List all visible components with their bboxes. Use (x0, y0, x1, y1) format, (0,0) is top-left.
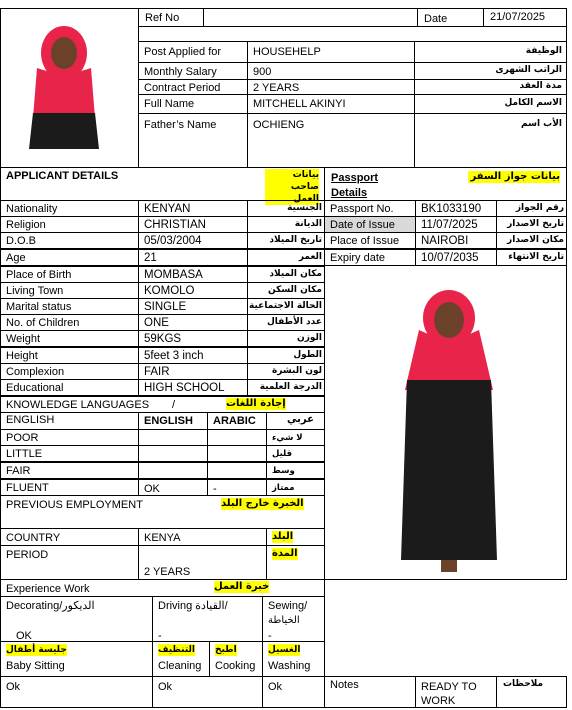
country-value: KENYA (144, 532, 181, 544)
applicant-label: Age (6, 252, 26, 264)
applicant-value: 21 (144, 252, 157, 264)
applicant-label: Marital status (6, 301, 72, 313)
language-english-cell (138, 462, 208, 479)
contract-label: Contract Period (144, 82, 221, 94)
employment-title-ar: الخبرة خارج البلد (221, 498, 304, 509)
post-label: Post Applied for (144, 46, 222, 58)
applicant-ar: مكان السكن (268, 285, 322, 295)
language-arabic-cell (207, 429, 267, 446)
passport-title-ar: بيانات جواز السفر (468, 171, 560, 183)
applicant-label: Nationality (6, 203, 58, 215)
cleaning-ar: التنظيف (158, 645, 195, 655)
passport-label: Expiry date (330, 252, 386, 264)
language-level: POOR (6, 432, 39, 444)
language-arabic-cell (207, 462, 267, 479)
passport-value: NAIROBI (421, 235, 469, 247)
spacer-row (138, 26, 567, 42)
salary-label: Monthly Salary (144, 66, 217, 78)
name-ar: الاسم الكامل (504, 98, 562, 108)
ref-label: Ref No (145, 12, 180, 24)
applicant-label: D.O.B (6, 235, 36, 247)
applicant-ar: الديانة (294, 219, 322, 229)
applicant-ar: الدرجة العلمية (259, 382, 322, 392)
applicant-ar: مكان الميلاد (269, 269, 322, 279)
applicant-ar: تاريخ الميلاد (269, 235, 322, 245)
language-arabic-value: - (213, 483, 217, 495)
applicant-value: SINGLE (144, 301, 187, 313)
applicant-value: MOMBASA (144, 269, 203, 281)
lang-col-ar: عربي (287, 414, 314, 425)
period-ar: المدة (272, 548, 298, 559)
applicant-label: Place of Birth (6, 269, 72, 281)
father-label: Father’s Name (144, 119, 217, 131)
passport-ar: مكان الاصدار (507, 235, 564, 245)
passport-title: Passport Details (331, 172, 379, 199)
babysitting-value: Ok (6, 681, 21, 693)
date-label: Date (424, 13, 448, 25)
sewing-label: Sewing/ (268, 600, 308, 612)
applicant-value: 59KGS (144, 333, 182, 345)
passport-label: Date of Issue (330, 219, 395, 231)
applicant-title: APPLICANT DETAILS (6, 170, 119, 182)
language-level-ar: لا شيء (272, 433, 303, 443)
washing-label: Washing (268, 660, 311, 672)
notes-label: Notes (330, 679, 359, 691)
applicant-ar: العمر (298, 252, 322, 262)
passport-ar: تاريخ الانتهاء (508, 252, 564, 262)
applicant-label: Living Town (6, 285, 64, 297)
language-english-cell (138, 445, 208, 462)
name-label: Full Name (144, 98, 195, 110)
contract-value: 2 YEARS (253, 82, 300, 94)
passport-value: BK1033190 (421, 203, 482, 215)
applicant-label: No. of Children (6, 317, 80, 329)
applicant-value: 05/03/2004 (144, 235, 202, 247)
decorating-value: OK (16, 630, 32, 642)
applicant-value: KOMOLO (144, 285, 195, 297)
applicant-value: CHRISTIAN (144, 219, 206, 231)
applicant-ar: عدد الأطفال (266, 317, 322, 327)
experience-title: Experience Work (6, 583, 90, 595)
language-english-cell (138, 429, 208, 446)
period-label: PERIOD (6, 549, 49, 561)
ref-value-cell (203, 8, 418, 27)
date-label-cell (417, 8, 484, 27)
lang-col-english: ENGLISH (6, 414, 55, 426)
languages-slash: / (172, 399, 176, 411)
applicant-ar: الجنسية (287, 203, 322, 213)
decorating-label: Decorating/الديكور (6, 600, 95, 612)
experience-title-ar: خبرة العمل (214, 581, 270, 592)
applicant-label: Educational (6, 382, 64, 394)
languages-title: KNOWLEDGE LANGUAGES (6, 399, 150, 411)
language-level: LITTLE (6, 448, 43, 460)
washing-ar: الغسيل (268, 645, 301, 655)
passport-ar: تاريخ الاصدار (507, 219, 564, 229)
babysitting-label: Baby Sitting (6, 660, 65, 672)
ref-label-cell (138, 8, 204, 27)
applicant-ar: الوزن (297, 333, 322, 343)
post-value: HOUSEHELP (253, 46, 321, 58)
passport-ar: رقم الجواز (515, 203, 564, 213)
languages-title-ar: إجادة اللغات (226, 398, 286, 409)
language-level: FLUENT (6, 482, 49, 494)
driving-value: - (158, 630, 162, 642)
applicant-ar: لون البشرة (271, 366, 322, 376)
language-level: FAIR (6, 465, 31, 477)
applicant-value: KENYAN (144, 203, 191, 215)
sewing-ar: الخياطة (268, 615, 300, 626)
washing-value: Ok (268, 681, 283, 693)
lang-col-english2: ENGLISH (144, 415, 193, 427)
passport-label: Passport No. (330, 203, 394, 215)
passport-label: Place of Issue (330, 235, 400, 247)
language-level-ar: ممتاز (272, 483, 295, 493)
father-ar: الأب اسم (521, 119, 562, 129)
salary-ar: الراتب الشهرى (495, 65, 562, 75)
country-ar: البلد (272, 531, 294, 542)
notes-ar: ملاحظات (503, 679, 544, 689)
passport-value: 10/07/2035 (421, 252, 479, 264)
cooking-ar: اطبخ (215, 645, 237, 655)
father-value: OCHIENG (253, 119, 305, 131)
applicant-value: 5feet 3 inch (144, 350, 204, 362)
date-value-cell (483, 8, 567, 27)
language-level-ar: وسط (272, 466, 295, 476)
notes-value: READY TO WORK (421, 681, 477, 707)
portrait-photo-cell (0, 8, 139, 168)
applicant-title-ar: بيانات صاحب العمل (265, 169, 319, 205)
employment-title: PREVIOUS EMPLOYMENT (6, 499, 143, 511)
applicant-ar: الحالة الاجتماعية (249, 301, 322, 311)
country-label: COUNTRY (6, 532, 61, 544)
cooking-label: Cooking (215, 660, 256, 672)
driving-label: Driving القيادة/ (158, 600, 228, 612)
language-english-value: OK (144, 483, 160, 495)
applicant-label: Weight (6, 333, 41, 345)
applicant-label: Height (6, 350, 38, 362)
contract-ar: مدة العقد (519, 81, 562, 91)
applicant-value: FAIR (144, 366, 170, 378)
fullbody-photo (399, 290, 499, 572)
applicant-label: Religion (6, 219, 46, 231)
passport-value: 11/07/2025 (421, 219, 478, 231)
language-level-ar: قليل (272, 449, 293, 459)
name-value: MITCHELL AKINYI (253, 98, 346, 110)
salary-value: 900 (253, 66, 272, 78)
lang-col-arabic: ARABIC (213, 415, 256, 427)
sewing-value: - (268, 630, 272, 642)
cleaning-value: Ok (158, 681, 173, 693)
language-arabic-cell (207, 445, 267, 462)
applicant-value: HIGH SCHOOL (144, 382, 225, 394)
fullbody-photo-cell (324, 265, 567, 580)
post-ar: الوظيفة (525, 46, 562, 56)
applicant-value: ONE (144, 317, 169, 329)
babysitting-ar: جليسة أطفال (6, 645, 67, 655)
period-value: 2 YEARS (144, 566, 191, 578)
applicant-label: Complexion (6, 366, 65, 378)
portrait-photo (29, 23, 99, 149)
cleaning-label: Cleaning (158, 660, 202, 672)
applicant-ar: الطول (293, 350, 322, 360)
date-value: 21/07/2025 (490, 11, 546, 23)
